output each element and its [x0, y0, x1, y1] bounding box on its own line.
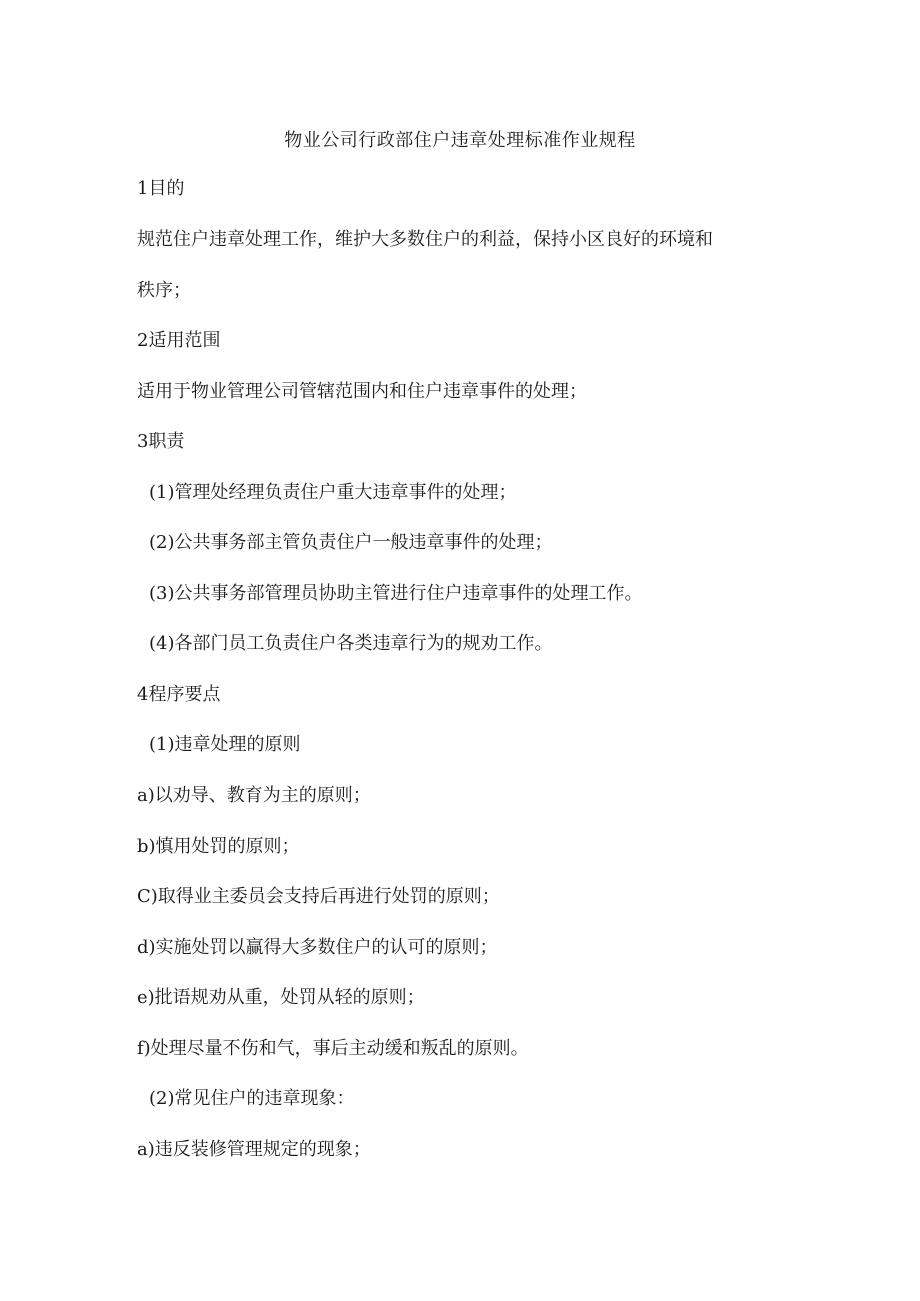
section-heading-scope: 2适用范围 [137, 330, 221, 351]
list-item-responsibility-3: (3)公共事务部管理员协助主管进行住户违章事件的处理工作。 [149, 583, 643, 604]
list-item-principle-b: b)慎用处罚的原则； [137, 836, 300, 857]
section-heading-responsibilities: 3职责 [137, 431, 185, 452]
subsection-heading-principles: (1)违章处理的原则 [149, 734, 301, 755]
section-heading-purpose: 1目的 [137, 178, 185, 199]
list-item-responsibility-1: (1)管理处经理负责住户重大违章事件的处理； [149, 482, 517, 503]
list-item-principle-e: e)批语规劝从重，处罚从轻的原则； [137, 987, 425, 1008]
list-item-principle-a: a)以劝导、教育为主的原则； [137, 785, 371, 806]
subsection-heading-violations: (2)常见住户的违章现象： [149, 1088, 355, 1109]
list-item-principle-c: C)取得业主委员会支持后再进行处罚的原则； [137, 886, 500, 907]
list-item-principle-d: d)实施处罚以赢得大多数住户的认可的原则； [137, 937, 498, 958]
paragraph-purpose-line-2: 秩序； [137, 280, 191, 301]
paragraph-purpose-line-1: 规范住户违章处理工作，维护大多数住户的利益，保持小区良好的环境和 [137, 229, 713, 250]
list-item-violation-a: a)违反装修管理规定的现象； [137, 1139, 371, 1160]
document-title: 物业公司行政部住户违章处理标准作业规程 [284, 130, 636, 151]
paragraph-scope: 适用于物业管理公司管辖范围内和住户违章事件的处理； [137, 381, 587, 402]
section-heading-procedures: 4程序要点 [137, 684, 221, 705]
list-item-responsibility-4: (4)各部门员工负责住户各类违章行为的规劝工作。 [149, 633, 553, 654]
list-item-responsibility-2: (2)公共事务部主管负责住户一般违章事件的处理； [149, 532, 553, 553]
list-item-principle-f: f)处理尽量不伤和气，事后主动缓和叛乱的原则。 [137, 1038, 529, 1059]
